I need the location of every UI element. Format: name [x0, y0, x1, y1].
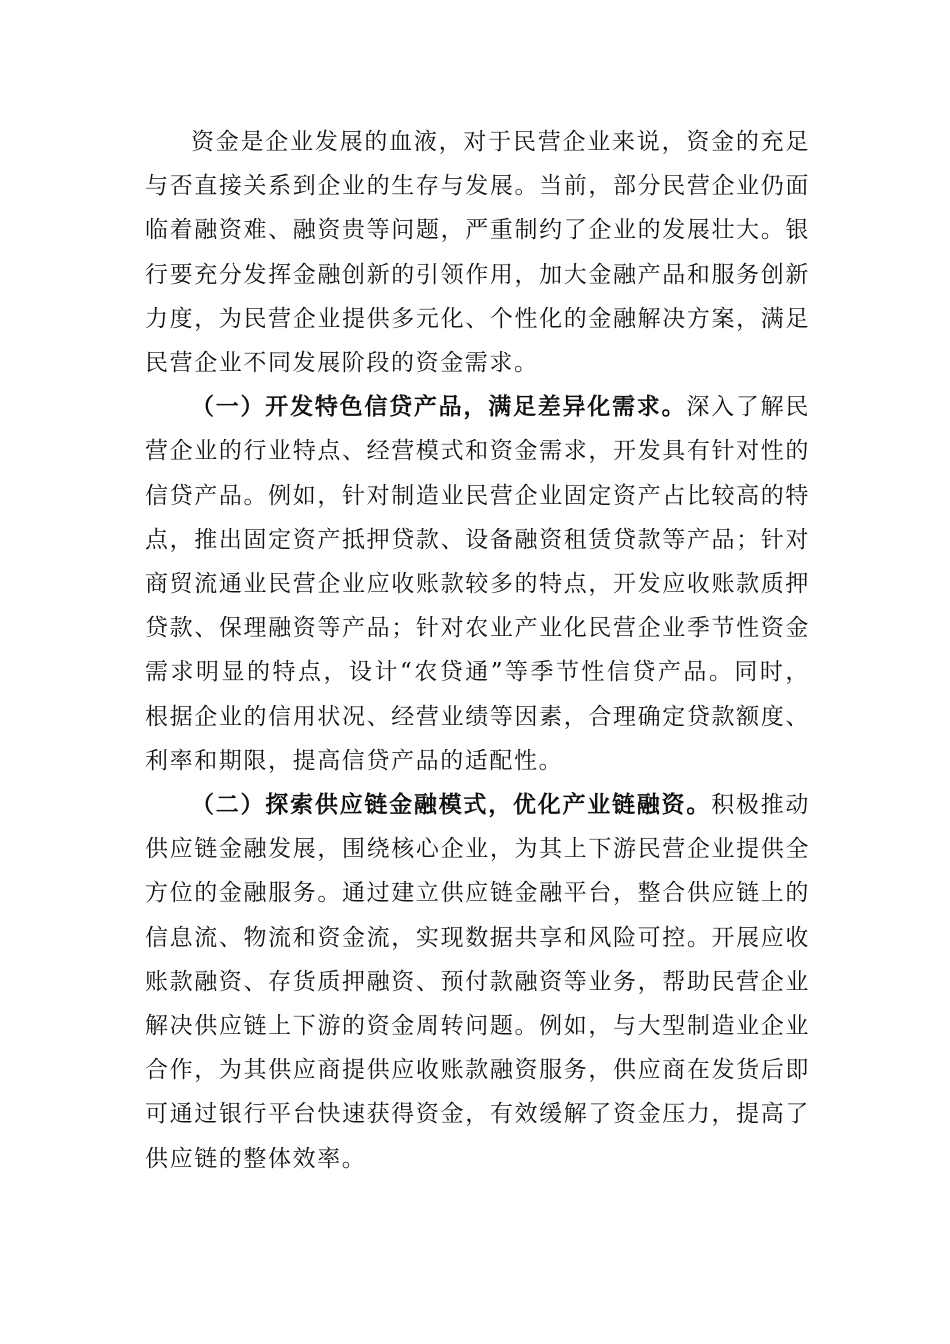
- paragraph-intro: [145, 120, 810, 385]
- paragraph-text: 深入了解民营企业的行业特点、经营模式和资金需求，开发具有针对性的信贷产品。例如，针对制造业民营企业固定资产占比较高的特点，推出固定资产抵押贷款、设备融资租赁贷款等产品；针对商贸流通业民营企业应收账款较多的特点，开发应收账款质押贷款、保理融资等产品；针对农业产业化民营企业季节性资金需求明显的特点，设计“农贷通”等季节性信贷产品。同时，根据企业的信用状况、经营业绩等因素，合理确定贷款额度、利率和期限，提高信贷产品的适配性。: [145, 394, 811, 774]
- paragraph-credit-products: [145, 385, 810, 783]
- paragraph-supply-chain: [145, 783, 810, 1181]
- paragraph-heading: （二）探索供应链金融模式，优化产业链融资。: [191, 791, 712, 819]
- paragraph-heading: （一）开发特色信贷产品，满足差异化需求。: [191, 393, 687, 421]
- document-body: [145, 120, 810, 1181]
- paragraph-text: 资金是企业发展的血液，对于民营企业来说，资金的充足与否直接关系到企业的生存与发展。当前，部分民营企业仍面临着融资难、融资贵等问题，严重制约了企业的发展壮大。银行要充分发挥金融创新的引领作用，加大金融产品和服务创新力度，为民营企业提供多元化、个性化的金融解决方案，满足民营企业不同发展阶段的资金需求。: [145, 129, 810, 377]
- paragraph-text: 积极推动供应链金融发展，围绕核心企业，为其上下游民营企业提供全方位的金融服务。通过建立供应链金融平台，整合供应链上的信息流、物流和资金流，实现数据共享和风险可控。开展应收账款融资、存货质押融资、预付款融资等业务，帮助民营企业解决供应链上下游的资金周转问题。例如，与大型制造业企业合作，为其供应商提供应收账款融资服务，供应商在发货后即可通过银行平台快速获得资金，有效缓解了资金压力，提高了供应链的整体效率。: [145, 792, 810, 1172]
